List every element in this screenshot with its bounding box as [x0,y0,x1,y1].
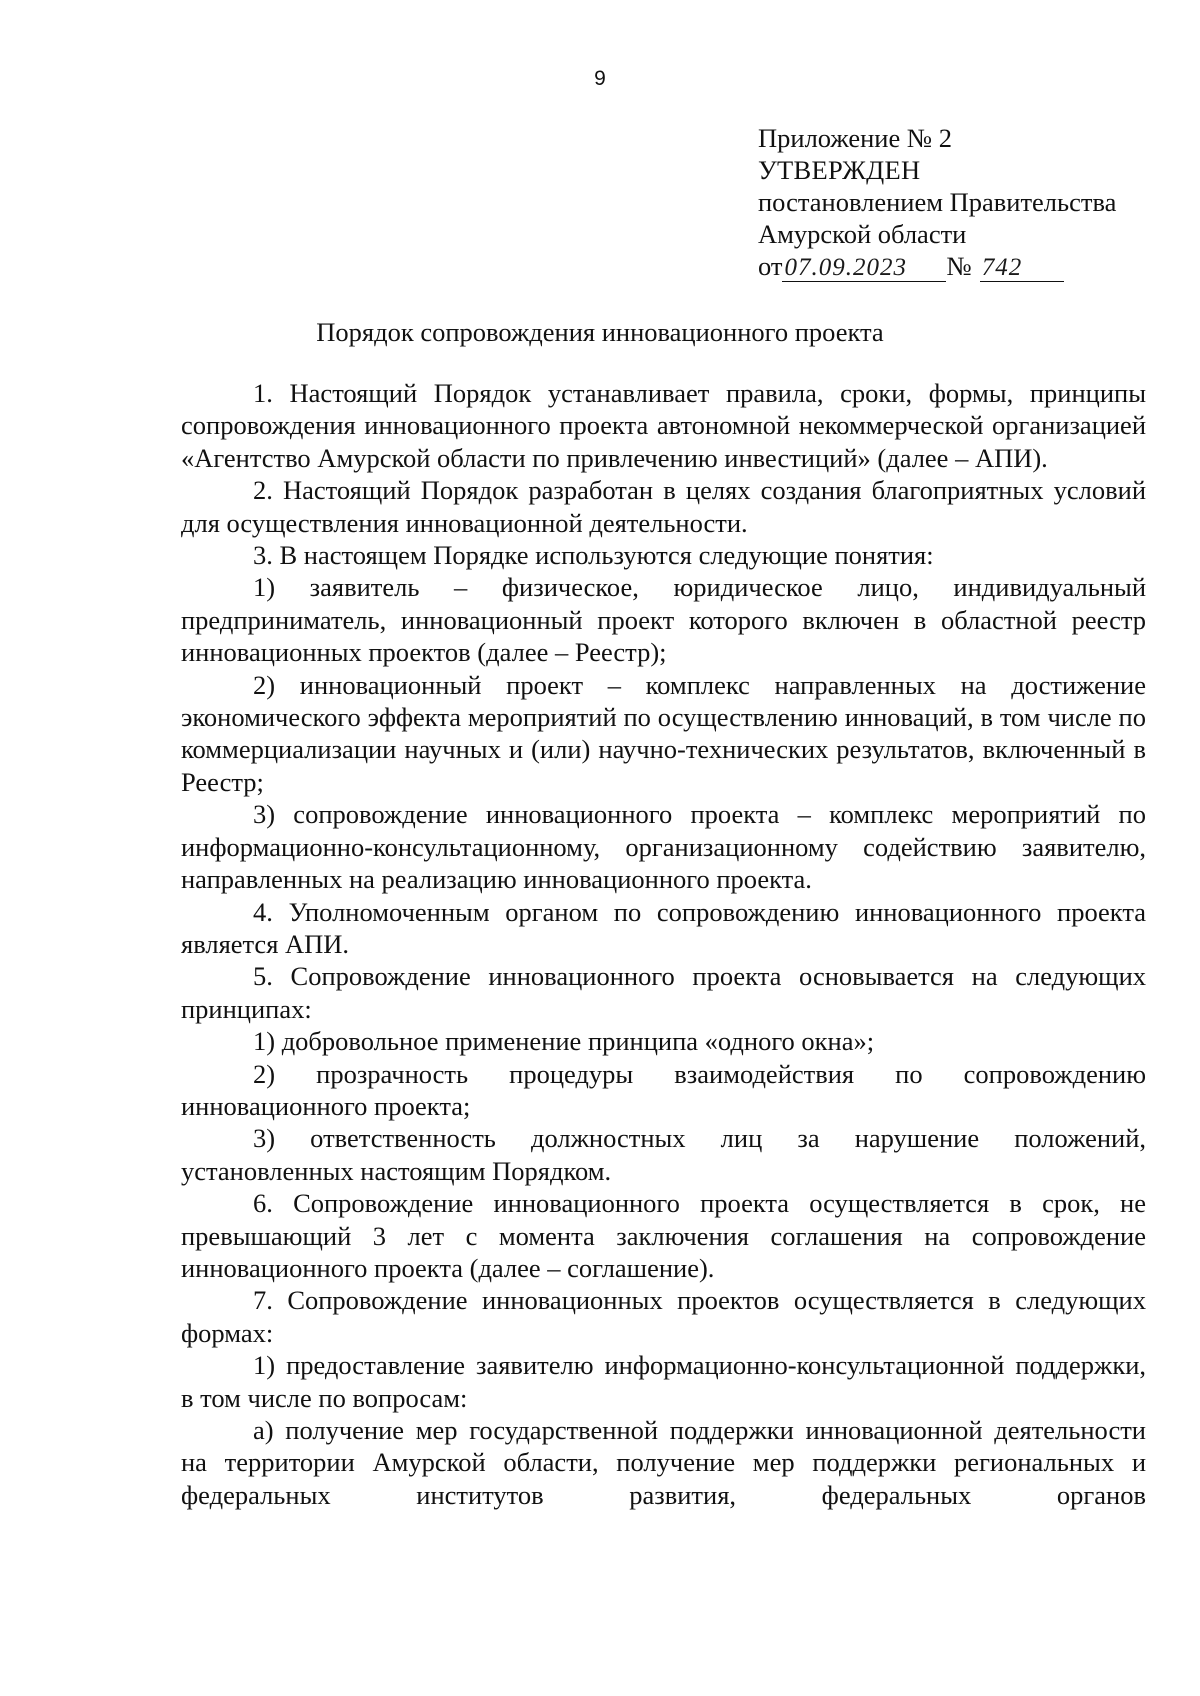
appendix-label: Приложение № 2 [758,123,953,153]
paragraph: 3. В настоящем Порядке используются следующие понятия: [253,540,934,571]
paragraph: 1) добровольное применение принципа «одного окна»; [253,1026,875,1057]
paragraph: 3) ответственность должностных лиц за нарушение положений, установленных настоящим Порядком. [181,1123,1146,1186]
paragraph: 6. Сопровождение инновационного проекта осуществляется в срок, не превышающий 3 лет с момента заключения соглашения на сопровождение инновационного проекта (далее – соглашение). [181,1188,1146,1283]
region-label: Амурской области [758,219,967,249]
paragraph: 2) прозрачность процедуры взаимодействия по сопровождению инновационного проекта; [181,1058,1146,1121]
paragraph: 2. Настоящий Порядок разработан в целях создания благоприятных условий для осуществления инновационной деятельности. [181,475,1146,538]
approved-label: УТВЕРЖДЕН [758,155,921,185]
resolution-label: постановлением Правительства [758,187,1117,217]
paragraph: а) получение мер государственной поддержки инновационной деятельности на территории Амурской области, получение мер поддержки региональных и федеральных институтов развития, федеральных органов [181,1415,1146,1510]
paragraph: 5. Сопровождение инновационного проекта основывается на следующих принципах: [181,961,1146,1024]
paragraph: 1) заявитель – физическое, юридическое лицо, индивидуальный предприниматель, инновационный проект которого включен в областной реестр инновационных проектов (далее – Реестр); [181,572,1146,668]
from-label: от [758,251,783,281]
paragraph: 4. Уполномоченным органом по сопровождению инновационного проекта является АПИ. [181,896,1146,959]
approval-date-line [758,250,1178,282]
document-body [181,377,1146,1511]
approval-block [758,122,1178,282]
handwritten-number: 742 [980,255,1064,282]
paragraph: 1. Настоящий Порядок устанавливает правила, сроки, формы, принципы сопровождения инновационного проекта автономной некоммерческой организацией «Агентство Амурской области по привлечению инвестиций» (далее – АПИ). [181,378,1146,473]
page-number: 9 [594,67,606,90]
paragraph: 1) предоставление заявителю информационно-консультационной поддержки, в том числе по вопросам: [181,1350,1146,1413]
document-title: Порядок сопровождения инновационного проекта [316,317,884,347]
paragraph: 7. Сопровождение инновационных проектов осуществляется в следующих формах: [181,1285,1146,1348]
paragraph: 3) сопровождение инновационного проекта – комплекс мероприятий по информационно-консультационному, организационному содействию заявителю, направленных на реализацию инновационного проекта. [181,799,1146,895]
paragraph: 2) инновационный проект – комплекс направленных на достижение экономического эффекта мероприятий по осуществлению инноваций, в том числе по коммерциализации научных и (или) научно-технических результатов, включенный в Реестр; [181,669,1146,797]
number-label: № [946,251,972,281]
handwritten-date: 07.09.2023 [782,255,946,282]
